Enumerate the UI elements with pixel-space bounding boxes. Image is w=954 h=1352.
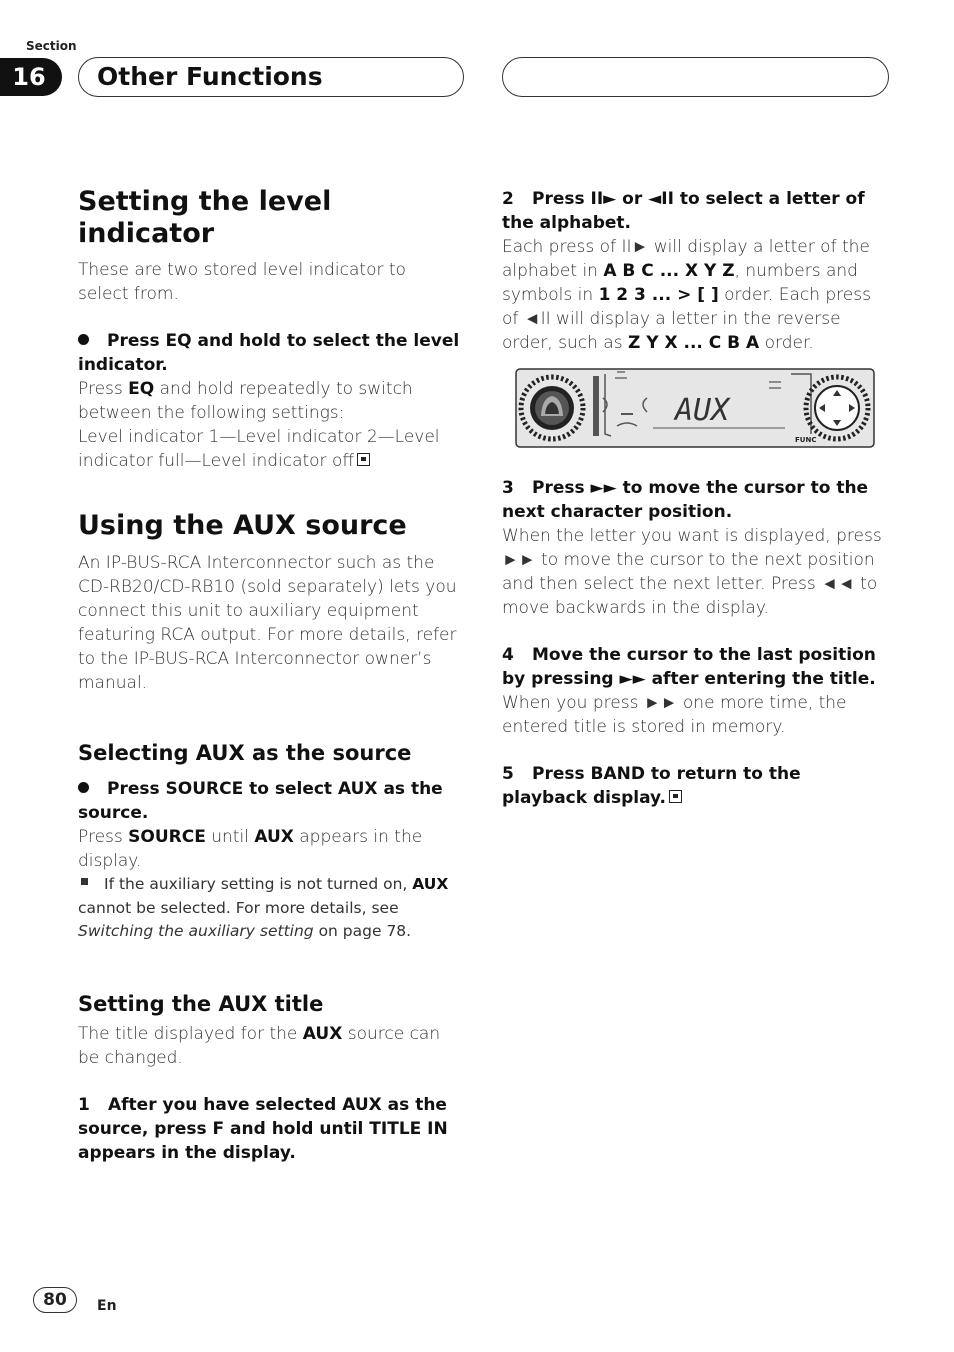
step-2: 2 Press II► or ◄II to select a letter of the alphabet. (502, 189, 865, 233)
note-square-icon (81, 878, 88, 885)
bullet-icon (78, 334, 89, 345)
heading-level-indicator: Setting the level indicator (78, 186, 332, 249)
level-intro: These are two stored level indicator to select from. (78, 260, 406, 304)
empty-header-pill (502, 57, 889, 97)
right-steps-bottom (502, 476, 886, 810)
page-number: 80 (33, 1287, 77, 1313)
title-section (78, 991, 460, 1165)
heading-select-aux: Selecting AUX as the source (78, 741, 412, 765)
end-mark-icon (669, 790, 682, 803)
language-code: En (97, 1298, 117, 1314)
select-bullet-step: Press SOURCE to select AUX as the source. (78, 779, 443, 823)
level-settings: Level indicator 1—Level indicator 2—Level indicator full—Level indicator off (78, 427, 440, 471)
right-steps-top (502, 187, 886, 355)
display-text: AUX (675, 393, 730, 428)
select-section (78, 740, 460, 944)
step-4: 4 Move the cursor to the last position by pressing ►► after entering the title. (502, 645, 876, 689)
head-unit-display-illustration (515, 368, 875, 448)
section-label: Section (26, 39, 77, 53)
bullet-icon (78, 782, 89, 793)
step-3-desc: When the letter you want is displayed, press ►► to move the cursor to the next position and then select the next letter. Press ◄◄ to move backwards in the display. (502, 526, 882, 618)
step-4-desc: When you press ►► one more time, the entered title is stored in memory. (502, 693, 847, 737)
level-section (78, 186, 460, 473)
level-bullet-step: Press EQ and hold to select the level indicator. (78, 331, 460, 375)
section-number: 16 (0, 58, 62, 96)
heading-aux-title: Setting the AUX title (78, 992, 324, 1016)
heading-aux-source: Using the AUX source (78, 510, 407, 541)
step-2-desc: Each press of II► will display a letter of the alphabet in A B C ... X Y Z, numbers and symbols in 1 2 3 ... > [ ] order. Each press of ◄II will display a letter in the reverse order, such as Z Y X ... C B A order. (502, 237, 871, 353)
title-desc: The title displayed for the AUX source can be changed. (78, 1024, 441, 1068)
level-desc: Press EQ and hold repeatedly to switch between the following settings: (78, 379, 413, 423)
select-desc: Press SOURCE until AUX appears in the display. (78, 827, 423, 871)
func-label: FUNC (795, 436, 817, 444)
aux-section (78, 510, 460, 695)
step-5: 5 Press BAND to return to the playback display. (502, 764, 801, 808)
select-note: If the auxiliary setting is not turned on, AUX cannot be selected. For more details, see Switching the auxiliary setting on page 78. (78, 875, 449, 940)
step-1: 1 After you have selected AUX as the source, press F and hold until TITLE IN appears in the display. (78, 1095, 448, 1163)
end-mark-icon (357, 453, 370, 466)
aux-intro: An IP-BUS-RCA Interconnector such as the CD-RB20/CD-RB10 (sold separately) lets you connect this unit to auxiliary equipment featuring RCA output. For more details, refer to the IP-BUS-RCA Interconnector owner’s manual. (78, 553, 457, 693)
section-title: Other Functions (97, 62, 323, 91)
step-3: 3 Press ►► to move the cursor to the next character position. (502, 478, 869, 522)
